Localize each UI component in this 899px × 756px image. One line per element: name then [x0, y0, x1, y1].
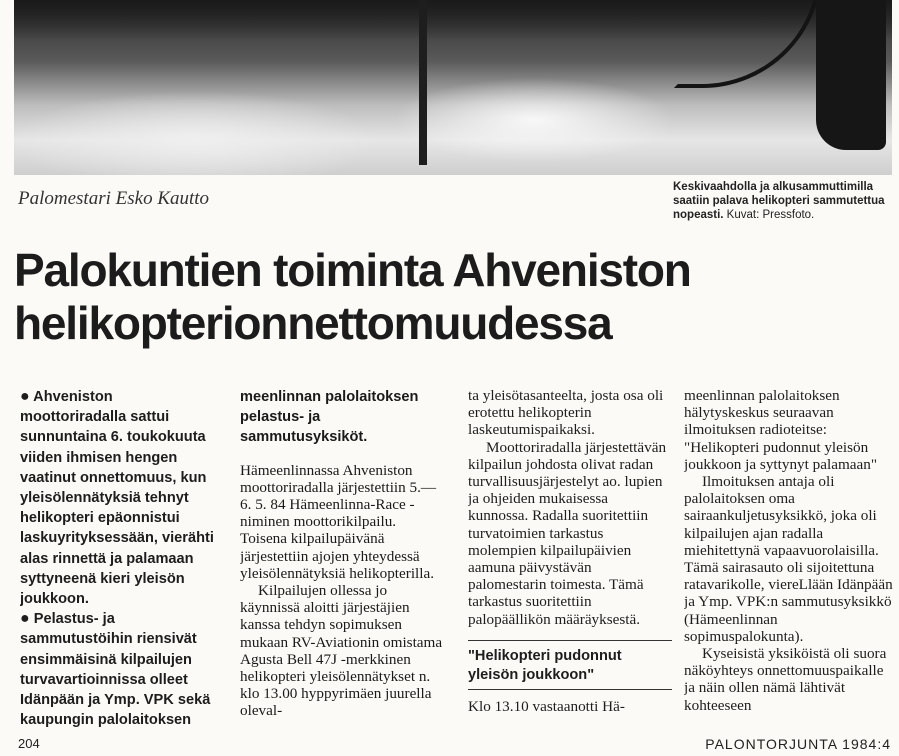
body-paragraph: ta yleisötasanteelta, josta osa oli erotettu helikopterin laskeutumispaikaksi.	[468, 387, 664, 439]
body-paragraph: meenlinnan palolaitoksen hälytyskeskus seuraavan ilmoituksen radioteitse: "Helikopteri pudonnut yleisön joukkoon ja syttynyt palamaan"	[684, 387, 878, 473]
lead-text-2: Pelastus- ja sammutustöihin riensivät ensimmäisinä kilpailujen turvavartioinnissa olleet Idänpään ja Ymp. VPK sekä kaupungin palolaitoksen	[20, 611, 211, 729]
photo-caption-left: Palomestari Esko Kautto	[18, 188, 210, 209]
lead-text-1: Ahveniston moottoriradalla sattui sunnuntaina 6. toukokuuta viiden ihmisen hengen vaatinut onnettomuus, kun yleisölennätyksiä tehnyt helikopteri epäonnistui laskuyrityksessään, vierähti alas rinnettä ja palamaan syttyneenä kieri yleisön joukkoon.	[20, 389, 214, 608]
lead-continuation: meenlinnan palolaitoksen pelastus- ja sammutusyksiköt.	[240, 389, 419, 446]
body-paragraph: Klo 13.10 vastaanotti Hä-	[468, 697, 625, 715]
body-paragraph: Ilmoituksen antaja oli palolaitoksen oma sairaankuljetusyksikkö, joka oli kilpailujen ajan radalla miehitettynä vapaavuorolaisilla. Tämä sairasauto oli sijoitettuna ratavarikolle, viereLlään Idänpään ja Ymp. VPK:n sammutusyksikkö (Hämeenlinnan sopimuspalokunta).	[684, 473, 893, 645]
fire-photo	[14, 0, 892, 175]
body-paragraph: Moottoriradalla järjestettävän kilpailun johdosta olivat radan turvallisuusjärjestelyt ao. lupien ja ohjeiden mukaisessa kunnossa. Radalla suoritettiin turvatoimien tarkastus molempien kilpailupäivien aamuna päivystävän palomestarin toimesta. Tämä tarkastus suoritettiin palopäällikön määräyksestä.	[468, 438, 667, 628]
page-number: 204	[18, 736, 40, 751]
article-column-1	[20, 387, 220, 731]
body-paragraph: Kilpailujen ollessa jo käynnissä aloitti järjestäjien kanssa tehdyn sopimuksen mukaan RV-Aviationin omistama Agusta Bell 47J -merkkinen helikopteri yleisölennätykset n. klo 13.00 hyppyrimäen juurella oleval-	[240, 582, 443, 720]
photo-firefighter	[816, 0, 886, 150]
lead-paragraph-1	[20, 387, 220, 609]
article-headline: Palokuntien toiminta Ahveniston helikopterionnettomuudessa	[14, 244, 691, 349]
body-paragraph: Kyseisistä yksiköistä oli suora näköyhteys onnettomuuspaikalle ja näin ollen nämä lähtivät kohteeseen	[684, 645, 887, 714]
caption-right-credit: Kuvat: Pressfoto.	[723, 209, 815, 221]
bullet-icon: ●	[20, 610, 30, 628]
article-column-3	[468, 387, 672, 731]
photo-hose	[674, 0, 822, 88]
publication-name: PALONTORJUNTA 1984:4	[705, 736, 891, 752]
photo-caption-right	[673, 180, 895, 222]
spacer	[240, 448, 446, 462]
article-column-2	[240, 387, 446, 731]
body-paragraph: Hämeenlinnassa Ahveniston moottoriradalla järjestettiin 5.—6. 5. 84 Hämeenlinna-Race -niminen moottorikilpailu. Toisena kilpailupäivänä järjestettiin ajojen yhteydessä yleisölennätyksiä helikopterilla.	[240, 461, 437, 582]
article-column-4	[684, 387, 893, 731]
bullet-icon: ●	[20, 388, 30, 405]
caption-right-bold: Keskivaahdolla ja alkusammuttimilla saatiin palava helikopteri sammutettua nopeasti.	[673, 181, 885, 221]
section-subheading: "Helikopteri pudonnut yleisön joukkoon"	[468, 640, 672, 690]
photo-pole	[419, 0, 427, 165]
lead-paragraph-2	[20, 609, 220, 731]
